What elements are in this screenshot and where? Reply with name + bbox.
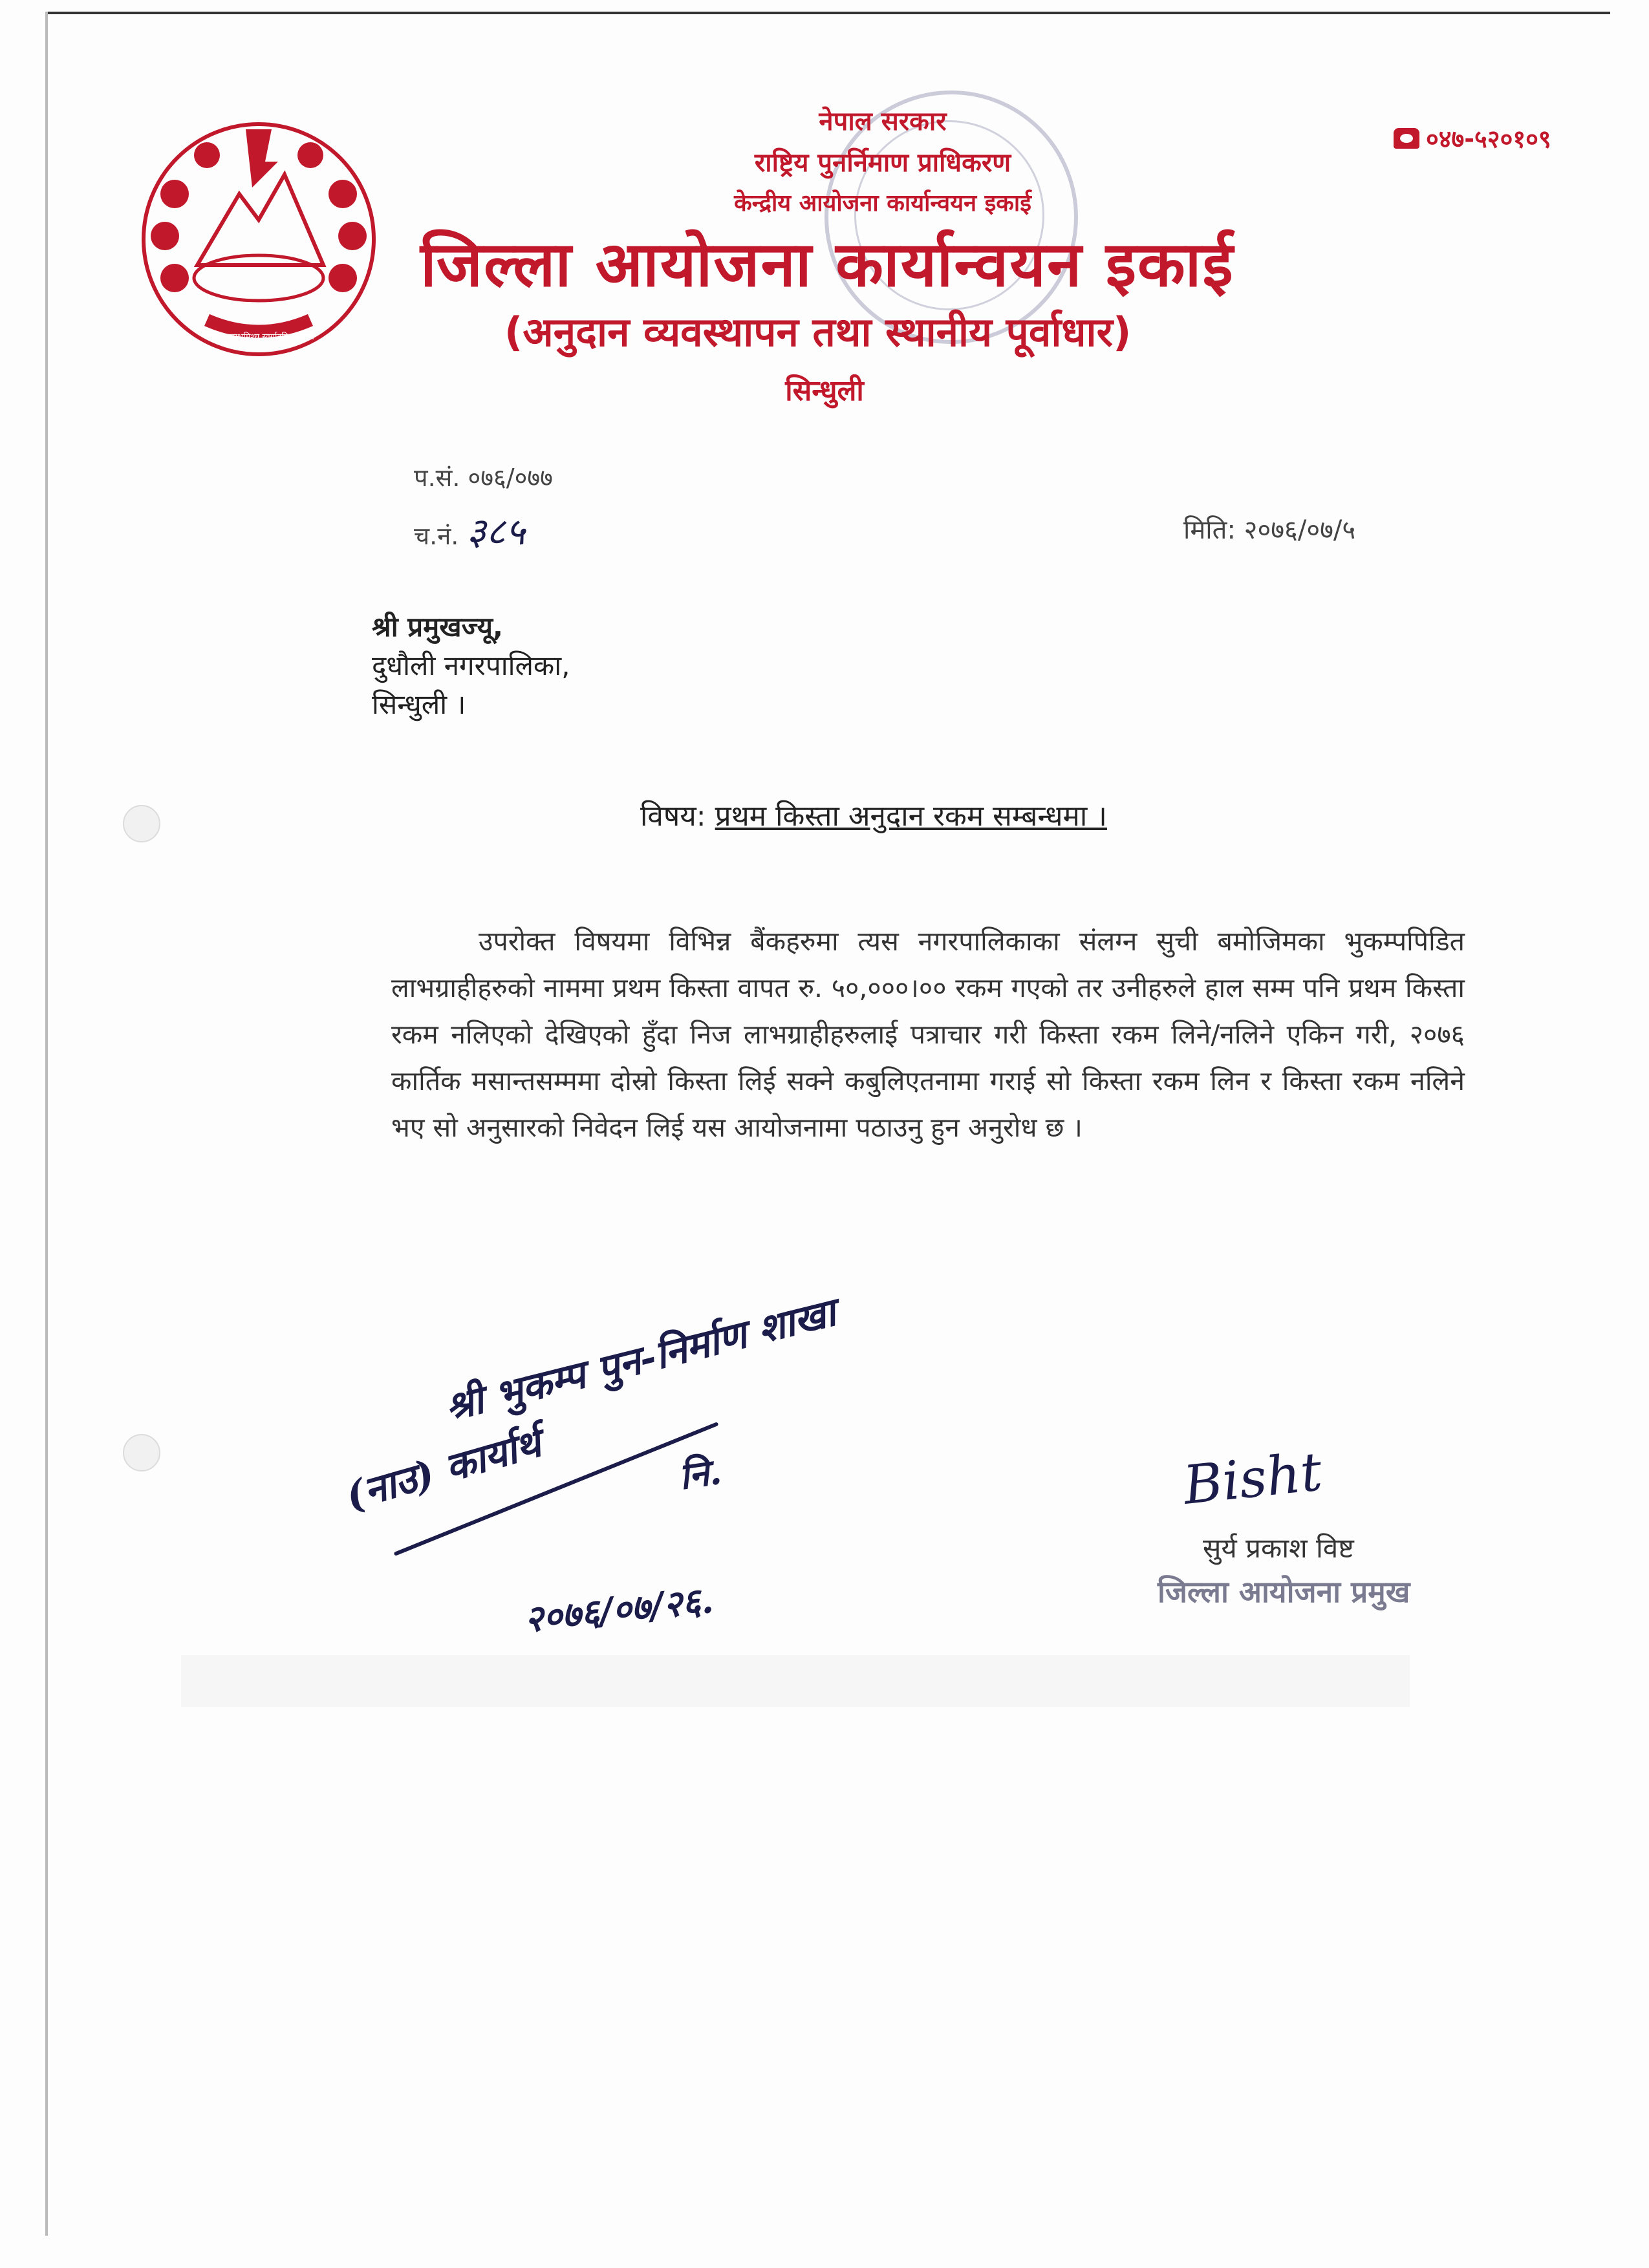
body-paragraph: उपरोक्त विषयमा विभिन्न बैंकहरुमा त्यस नगरपालिकाका संलग्न सुची बमोजिमका भुकम्पपिडित लाभग्राहीहरुको नाममा प्रथम किस्ता वापत रु. ५०,०००।०० रकम गएको तर उनीहरुले हाल सम्म पनि प्रथम किस्ता रकम नलिएको देखिएको हुँदा निज लाभग्राहीहरुलाई पत्राचार गरी किस्ता रकम लिने/नलिने एकिन गरी, २०७६ कार्तिक मसान्तसम्ममा दोस्रो किस्ता लिई सक्ने कबुलिएतनामा गराई सो किस्ता रकम लिन र किस्ता रकम नलिने भए सो अनुसारको निवेदन लिई यस आयोजनामा पठाउनु हुन अनुरोध छ । bbox=[391, 926, 1465, 1143]
handwritten-forwarding-note bbox=[341, 1290, 860, 1655]
header-government: नेपाल सरकार bbox=[819, 107, 947, 136]
dispatch-number-handwritten: ३८५ bbox=[466, 509, 525, 553]
handwritten-note-line2: (नाउ) कार्यार्थ bbox=[341, 1420, 546, 1520]
subject-text: प्रथम किस्ता अनुदान रकम सम्बन्धमा । bbox=[715, 800, 1107, 833]
punch-hole-bottom bbox=[123, 1434, 160, 1471]
phone-number: ०४७-५२०१०९ bbox=[1426, 125, 1551, 153]
recipient-district: सिन्धुली । bbox=[372, 689, 466, 720]
telephone-icon bbox=[1394, 128, 1419, 149]
letter-date: मिति: २०७६/०७/५ bbox=[1183, 515, 1356, 545]
letter-number: प.सं. ०७६/०७७ bbox=[414, 464, 553, 492]
signer-designation-stamp: जिल्ला आयोजना प्रमुख bbox=[1158, 1574, 1410, 1609]
handwritten-note-date: २०७६/०७/२६. bbox=[522, 1578, 716, 1642]
scan-edge-left bbox=[45, 12, 48, 2236]
handwritten-note-line1: श्री भुकम्प पुन-निर्माण शाखा bbox=[440, 1290, 841, 1431]
recipient-title: श्री प्रमुखज्यू, bbox=[372, 611, 503, 643]
signer-name: सुर्य प्रकाश विष्ट bbox=[1203, 1532, 1354, 1564]
letterhead-title: जिल्ला आयोजना कार्यान्वयन इकाई bbox=[420, 228, 1234, 301]
signature-mark: Bisht bbox=[1180, 1441, 1325, 1517]
header-authority: राष्ट्रिय पुनर्निमाण प्राधिकरण bbox=[754, 148, 1011, 178]
letterhead-district: सिन्धुली bbox=[785, 374, 864, 407]
letter-subject bbox=[640, 795, 1107, 834]
scan-bleed-through bbox=[181, 1655, 1410, 1707]
punch-hole-top bbox=[123, 805, 160, 842]
letter-body bbox=[391, 918, 1465, 1151]
svg-text:जननी जन्मभूमिश्च स्वर्गादपि गर: जननी जन्मभूमिश्च स्वर्गादपि गरीयसी bbox=[203, 332, 314, 342]
recipient-office: दुधौली नगरपालिका, bbox=[372, 650, 570, 681]
dispatch-number: च.नं. ३८५ bbox=[414, 509, 525, 553]
header-central-unit: केन्द्रीय आयोजना कार्यान्वयन इकाई bbox=[734, 190, 1031, 217]
scan-edge-top bbox=[45, 12, 1610, 14]
header-phone bbox=[1394, 122, 1551, 155]
handwritten-note-line3: नि. bbox=[676, 1450, 724, 1499]
letterhead-subtitle: (अनुदान व्यवस्थापन तथा स्थानीय पूर्वाधार) bbox=[504, 308, 1132, 356]
subject-label: विषय: bbox=[640, 800, 706, 833]
